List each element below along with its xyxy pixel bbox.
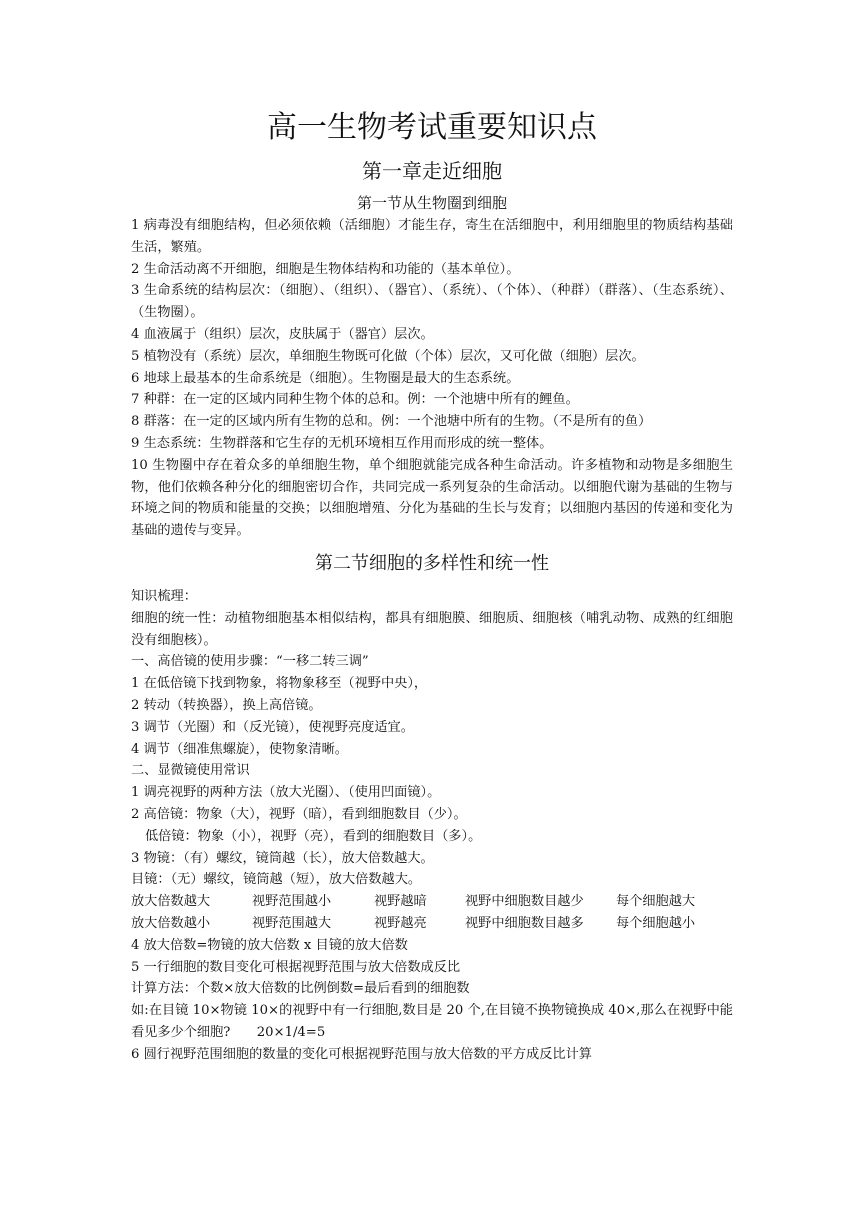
paragraph: 1 病毒没有细胞结构，但必须依赖（活细胞）才能生存，寄生在活细胞中，利用细胞里的物质结构基础生活，繁殖。 [131,218,733,255]
paragraph: 10 生物圈中存在着众多的单细胞生物，单个细胞就能完成各种生命活动。许多植物和动物是多细胞生物，他们依赖各种分化的细胞密切合作，共同完成一系列复杂的生命活动。以细胞代谢为基础的生物与环境之间的物质和能量的交换；以细胞增殖、分化为基础的生长与发育；以细胞内基因的传递和变化为基础的遗传与变异。 [131,457,733,539]
document-content [131,105,733,1065]
comparison-cell: 视野越亮 [374,915,427,931]
paragraph: 低倍镜：物象（小），视野（亮），看到的细胞数目（多）。 [145,828,482,844]
paragraph: 5 植物没有（系统）层次，单细胞生物既可化做（个体）层次，又可化做（细胞）层次。 [131,348,645,364]
paragraph: 知识梳理： [131,588,197,604]
paragraph: 二、显微镜使用常识 [131,763,250,779]
comparison-cell: 放大倍数越大 [131,894,211,910]
document-title: 高一生物考试重要知识点 [267,110,597,145]
comparison-cell: 视野越暗 [374,894,427,910]
paragraph: 4 调节（细准焦螺旋），使物象清晰。 [131,741,348,757]
paragraph: 6 圆行视野范围细胞的数量的变化可根据视野范围与放大倍数的平方成反比计算 [131,1046,592,1062]
paragraph: 2 转动（转换器），换上高倍镜。 [131,697,322,713]
comparison-row [131,913,733,935]
paragraph: 2 高倍镜：物象（大），视野（暗），看到细胞数目（少）。 [131,806,467,822]
paragraph: 如:在目镜 10×物镜 10×的视野中有一行细胞,数目是 20 个,在目镜不换物镜换成 40×,那么在视野中能看见多少个细胞? 20×1/4=5 [131,1003,733,1040]
paragraph: 目镜：（无）螺纹，镜筒越（短），放大倍数越大。 [131,872,422,888]
comparison-cell: 视野范围越大 [252,915,332,931]
paragraph: 9 生态系统：生物群落和它生存的无机环境相互作用而形成的统一整体。 [131,435,553,451]
paragraph: 一、高倍镜的使用步骤：“一移二转三调” [131,654,369,670]
paragraph: 1 在低倍镜下找到物象，将物象移至（视野中央）， [131,676,428,692]
chapter-heading: 第一章走近细胞 [362,159,502,183]
comparison-cell: 视野范围越小 [252,894,332,910]
paragraph: 1 调亮视野的两种方法（放大光圈）、（使用凹面镜）。 [131,785,441,801]
paragraph: 计算方法：个数×放大倍数的比例倒数=最后看到的细胞数 [131,981,470,997]
comparison-cell: 视野中细胞数目越多 [465,915,584,931]
paragraph: 3 物镜：（有）螺纹，镜筒越（长），放大倍数越大。 [131,850,434,866]
section2-heading: 第二节细胞的多样性和统一性 [315,552,549,574]
comparison-row [131,891,733,913]
paragraph: 3 生命系统的结构层次：（细胞）、（组织）、（器官）、（系统）、（个体）、（种群）（群落）、（生态系统）、（生物圈）。 [131,283,733,321]
paragraph: 8 群落：在一定的区域内所有生物的总和。例：一个池塘中所有的生物。（不是所有的鱼） [131,414,652,430]
comparison-cell: 视野中细胞数目越少 [465,894,584,910]
paragraph: 3 调节（光圈）和（反光镜），使视野亮度适宜。 [131,719,414,735]
paragraph: 细胞的统一性：动植物细胞基本相似结构，都具有细胞膜、细胞质、细胞核（哺乳动物、成熟的红细胞没有细胞核）。 [131,610,733,648]
paragraph: 6 地球上最基本的生命系统是（细胞）。生物圈是最大的生态系统。 [131,370,520,386]
section1-heading: 第一节从生物圈到细胞 [356,194,507,212]
paragraph: 2 生命活动离不开细胞，细胞是生物体结构和功能的（基本单位）。 [131,261,520,277]
paragraph: 5 一行细胞的数目变化可根据视野范围与放大倍数成反比 [131,959,461,975]
comparison-cell: 每个细胞越小 [616,915,696,931]
paragraph: 4 放大倍数=物镜的放大倍数 x 目镜的放大倍数 [131,937,408,953]
paragraph: 7 种群：在一定的区域内同种生物个体的总和。例：一个池塘中所有的鲤鱼。 [131,392,579,408]
comparison-cell: 每个细胞越大 [616,894,696,910]
comparison-cell: 放大倍数越小 [131,915,211,931]
paragraph: 4 血液属于（组织）层次，皮肤属于（器官）层次。 [131,326,434,342]
